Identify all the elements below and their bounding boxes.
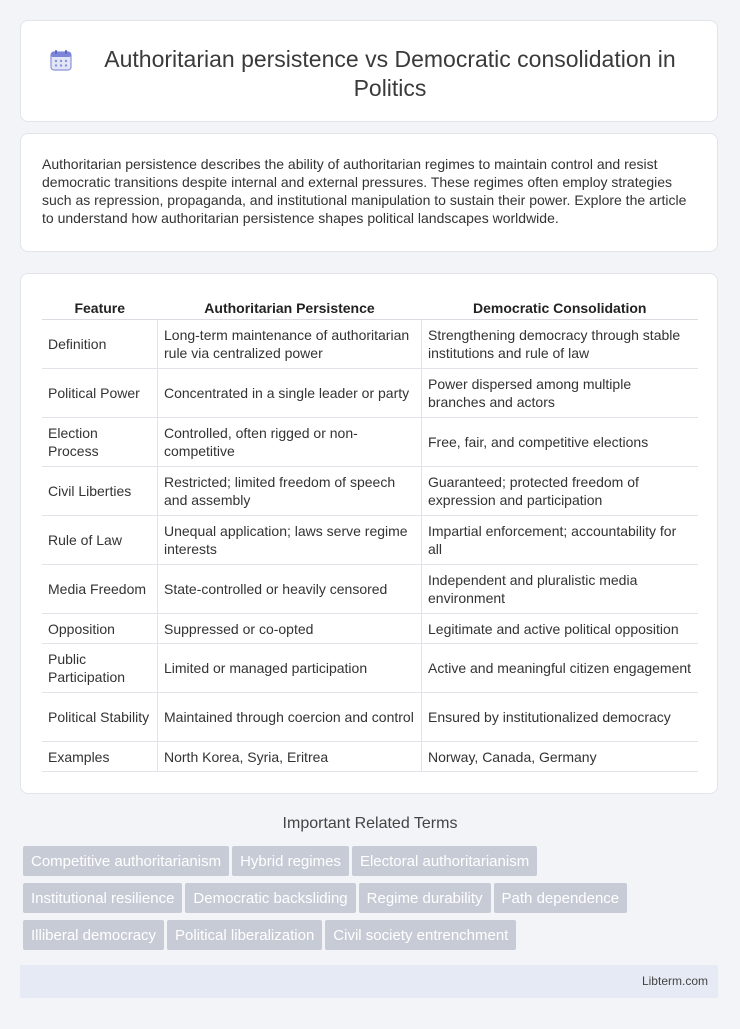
feature-cell: Civil Liberties — [42, 467, 158, 516]
feature-cell: Political Stability — [42, 693, 158, 742]
related-term-tag[interactable]: Political liberalization — [167, 920, 322, 950]
related-term-tag[interactable]: Electoral authoritarianism — [352, 846, 537, 876]
page-title: Authoritarian persistence vs Democratic consolidation in Politics — [104, 46, 676, 101]
table-row — [42, 742, 698, 772]
table-row — [42, 467, 698, 516]
related-term-tag[interactable]: Illiberal democracy — [23, 920, 164, 950]
comparison-card — [20, 273, 718, 794]
table-row — [42, 516, 698, 565]
feature-cell: Definition — [42, 320, 158, 369]
column-header-authoritarian: Authoritarian Persistence — [158, 295, 422, 320]
related-term-tag[interactable]: Competitive authoritarianism — [23, 846, 229, 876]
table-row — [42, 320, 698, 369]
feature-cell: Media Freedom — [42, 565, 158, 614]
democratic-cell: Norway, Canada, Germany — [422, 742, 699, 772]
column-header-democratic: Democratic Consolidation — [422, 295, 699, 320]
table-row — [42, 614, 698, 644]
footer — [20, 965, 718, 998]
authoritarian-cell: Concentrated in a single leader or party — [158, 369, 422, 418]
democratic-cell: Strengthening democracy through stable institutions and rule of law — [422, 320, 699, 369]
authoritarian-cell: Controlled, often rigged or non-competitive — [158, 418, 422, 467]
related-term-tag[interactable]: Hybrid regimes — [232, 846, 349, 876]
democratic-cell: Free, fair, and competitive elections — [422, 418, 699, 467]
table-header-row — [42, 295, 698, 320]
related-term-tag[interactable]: Democratic backsliding — [185, 883, 355, 913]
related-term-tag[interactable]: Path dependence — [494, 883, 628, 913]
related-term-tag[interactable]: Civil society entrenchment — [325, 920, 516, 950]
related-term-tag[interactable]: Institutional resilience — [23, 883, 182, 913]
feature-cell: Political Power — [42, 369, 158, 418]
authoritarian-cell: Restricted; limited freedom of speech and assembly — [158, 467, 422, 516]
intro-paragraph: Authoritarian persistence describes the ability of authoritarian regimes to maintain control and resist democratic transitions despite internal and external pressures. These regimes often employ strategies such as repression, propaganda, and institutional manipulation to sustain their power. Explore the article to understand how authoritarian persistence shapes political landscapes worldwide. — [42, 156, 687, 226]
feature-cell: Public Participation — [42, 644, 158, 693]
related-terms-list — [23, 846, 713, 957]
feature-cell: Election Process — [42, 418, 158, 467]
comparison-table — [42, 295, 698, 772]
democratic-cell: Ensured by institutionalized democracy — [422, 693, 699, 742]
democratic-cell: Legitimate and active political opposition — [422, 614, 699, 644]
footer-site-link[interactable]: Libterm.com — [641, 974, 708, 988]
table-row — [42, 693, 698, 742]
authoritarian-cell: Limited or managed participation — [158, 644, 422, 693]
democratic-cell: Active and meaningful citizen engagement — [422, 644, 699, 693]
democratic-cell: Independent and pluralistic media environment — [422, 565, 699, 614]
authoritarian-cell: Maintained through coercion and control — [158, 693, 422, 742]
table-row — [42, 369, 698, 418]
authoritarian-cell: State-controlled or heavily censored — [158, 565, 422, 614]
authoritarian-cell: Suppressed or co-opted — [158, 614, 422, 644]
table-row — [42, 644, 698, 693]
column-header-feature: Feature — [42, 295, 158, 320]
table-row — [42, 565, 698, 614]
democratic-cell: Guaranteed; protected freedom of expression and participation — [422, 467, 699, 516]
feature-cell: Rule of Law — [42, 516, 158, 565]
authoritarian-cell: Long-term maintenance of authoritarian rule via centralized power — [158, 320, 422, 369]
related-term-tag[interactable]: Regime durability — [359, 883, 491, 913]
democratic-cell: Impartial enforcement; accountability for all — [422, 516, 699, 565]
authoritarian-cell: Unequal application; laws serve regime interests — [158, 516, 422, 565]
related-terms-heading: Important Related Terms — [282, 815, 458, 832]
feature-cell: Examples — [42, 742, 158, 772]
table-row — [42, 418, 698, 467]
authoritarian-cell: North Korea, Syria, Eritrea — [158, 742, 422, 772]
feature-cell: Opposition — [42, 614, 158, 644]
title-card — [20, 20, 718, 122]
intro-card — [20, 133, 718, 252]
democratic-cell: Power dispersed among multiple branches and actors — [422, 369, 699, 418]
